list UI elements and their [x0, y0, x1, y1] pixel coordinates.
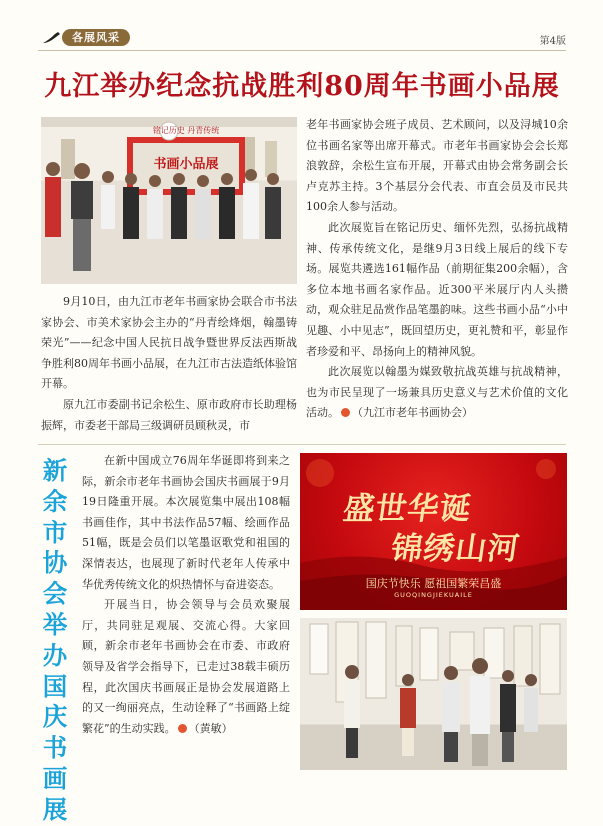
photo-banner-text: 铭记历史 丹青传统: [152, 126, 220, 135]
article2-byline: （黄敏）: [188, 721, 233, 735]
article2-vertical-title: 新余市协会举办国庆书画展: [42, 456, 68, 824]
article1-paragraph3: 此次展览旨在铭记历史、缅怀先烈，弘扬抗战精神、传承传统文化，是继9月3日线上展后的线下专场。展览共遴选161幅作品（前期征集200余幅），含多位本地书画名家作品。近300平米展厅内人头攒动，观众驻足品赏作品笔墨韵味。这些书画小品“小中见趣、小中见志”，既回望历史，更礼赞和平，彰显作者珍爱和平、昂扬向上的精神风貌。: [306, 220, 568, 358]
banner-line2: 锦绣山河: [388, 531, 523, 567]
article1-paragraph4: 此次展览以翰墨为媒致敬抗战英雄与抗战精神，也为市民呈现了一场兼具历史意义与艺术价值的文化活动。 （九江市老年书画协会）: [306, 365, 568, 420]
article1-paragraph2: 原九江市委副书记余松生、原市政府市长助理杨振辉，市委老干部局三级调研员顾秋灵，市: [41, 397, 297, 432]
article-divider: [38, 444, 566, 445]
banner-subtitle: 国庆节快乐 愿祖国繁荣昌盛: [365, 577, 502, 590]
article1-paragraph2-continued: 老年书画家协会班子成员、艺术顾问，以及浔城10余位书画名家等出席开幕式。市老年书画家协会会长郑浪敦辞，余松生宣布开展，开幕式由协会常务副会长卢克苏主持。3个基层分会代表、市直会员及市民共100余人参与活动。: [306, 118, 568, 214]
end-mark-icon: [341, 408, 350, 417]
exhibition-hall-photo: [300, 618, 567, 770]
article1-headline: 九江举办纪念抗战胜利80周年书画小品展: [44, 71, 560, 102]
page-number: 第4版: [539, 36, 566, 47]
article1-byline: （九江市老年书画协会）: [352, 406, 473, 420]
banner-line1: 盛世华诞: [340, 491, 475, 527]
end-mark-icon: [178, 724, 187, 733]
article1-column2: [306, 115, 568, 424]
article1-column1: [41, 292, 297, 436]
article2-paragraph2: 开展当日，协会领导与会员欢聚展厅，共同驻足观展、交流心得。大家回顾，新余市老年书画协会在市委、市政府领导及省学会指导下，已走过38载丰硕历程，此次国庆书画展正是协会发展道路上的又一绚丽亮点，生动诠释了“书画路上绽繁花”的生动实践。 （黄敏）: [82, 598, 290, 735]
article1-paragraph1: 9月10日，由九江市老年书画家协会联合市书法家协会、市美术家协会主办的“丹青绘烽烟，翰墨铸荣光”——纪念中国人民抗日战争暨世界反法西斯战争胜利80周年书画小品展，在九江市古法造纸体验馆开幕。: [41, 295, 297, 391]
section-badge: 各展风采: [62, 29, 130, 46]
brush-icon: [42, 31, 62, 45]
page-header: [38, 28, 566, 51]
national-day-banner: [300, 453, 567, 610]
article2-column: [82, 451, 290, 739]
exhibition-opening-photo: [41, 117, 297, 284]
banner-pinyin: GUOQINGJIEKUAILE: [394, 591, 473, 599]
photo-banner-big-text: 书画小品展: [153, 157, 219, 172]
article2-paragraph1: 在新中国成立76周年华诞即将到来之际，新余市老年书画协会国庆书画展于9月19日隆重开展。本次展览集中展出108幅书画佳作，其中书法作品57幅、绘画作品51幅，既是会员们以笔墨讴歌党和祖国的深情表达，也展现了新时代老年人传承中华优秀传统文化的炽热情怀与奋进姿态。: [82, 454, 290, 591]
